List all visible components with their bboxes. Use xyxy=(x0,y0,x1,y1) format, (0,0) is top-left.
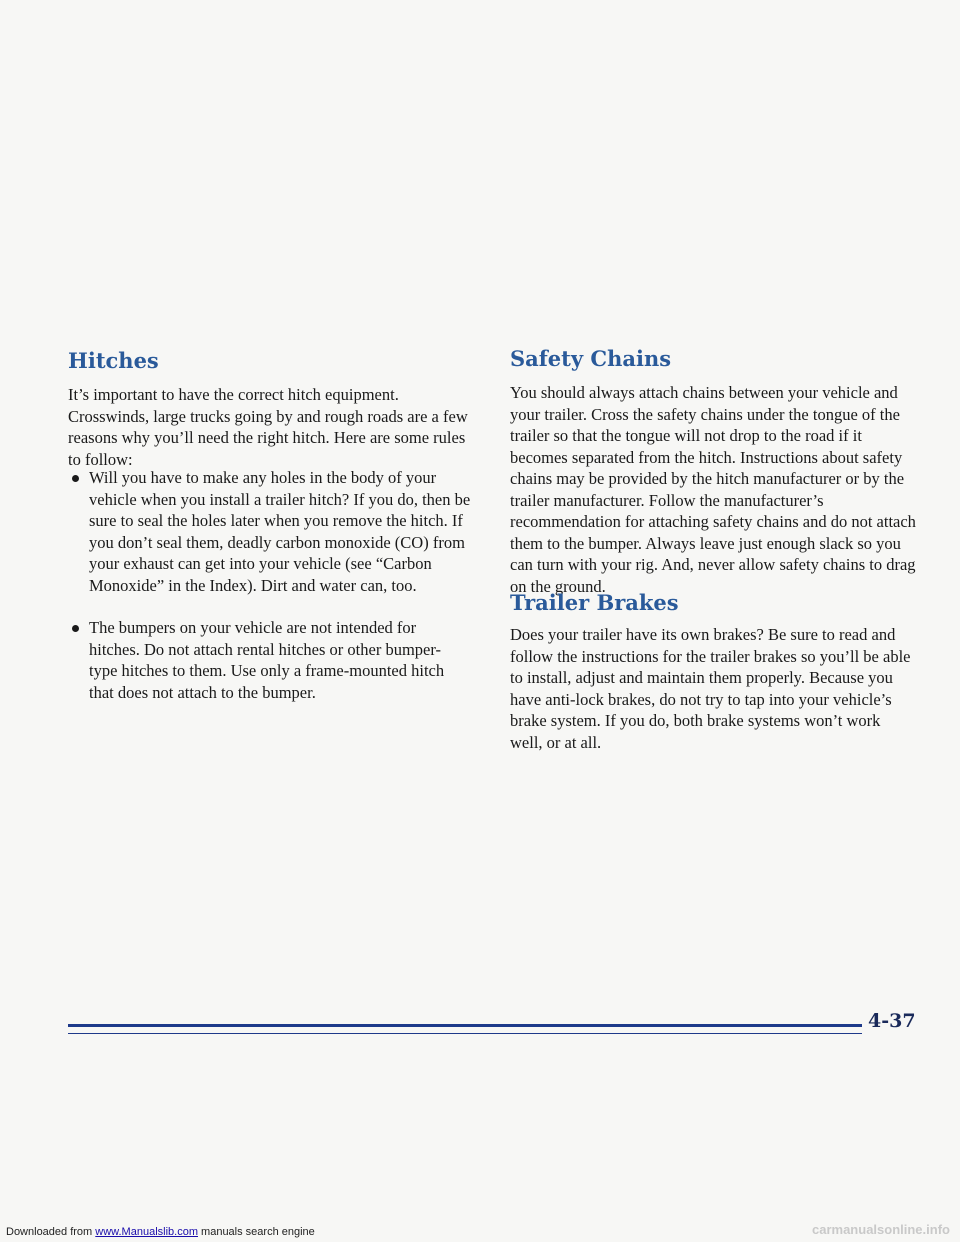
footer-rule-thin xyxy=(68,1033,862,1034)
manualslib-link[interactable]: www.Manualslib.com xyxy=(95,1226,198,1238)
bullet-icon xyxy=(72,475,79,482)
footer-rule-thick xyxy=(68,1024,862,1027)
bullet-icon xyxy=(72,625,79,632)
list-item: Will you have to make any holes in the body of your vehicle when you install a trailer hitch? If you do, then be sure to seal the holes later when you remove the hitch. If you don’t seal them, deadly carbon monoxide (CO) from your exhaust can get into your vehicle (see “Carbon Monoxide” in the Index). Dirt and water can, too. xyxy=(89,468,471,595)
safety-chains-heading: Safety Chains xyxy=(510,346,672,371)
page-number: 4-37 xyxy=(868,1010,916,1032)
safety-chains-text: You should always attach chains between your vehicle and your trailer. Cross the safety chains under the tongue of the trailer so that the tongue will not drop to the road if it becomes separated from the hitch. Instructions about safety chains may be provided by the hitch manufacturer or by the trailer manufacturer. Follow the manufacturer’s recommendation for attaching safety chains and do not attach them to the bumper. Always leave just enough slack so you can turn with your rig. And, never allow safety chains to drag on the ground. xyxy=(510,383,916,596)
hitches-heading: Hitches xyxy=(68,348,159,373)
list-item: The bumpers on your vehicle are not intended for hitches. Do not attach rental hitches or other bumper-type hitches to them. Use only a frame-mounted hitch that does not attach to the bumper. xyxy=(89,618,445,702)
hitches-intro: It’s important to have the correct hitch equipment. Crosswinds, large trucks going by and rough roads are a few reasons why you’ll need the right hitch. Here are some rules to follow: xyxy=(68,385,468,469)
watermark-text: carmanualsonline.info xyxy=(812,1222,950,1237)
download-footer xyxy=(6,1226,315,1238)
trailer-brakes-text: Does your trailer have its own brakes? Be sure to read and follow the instructions for the trailer brakes so you’ll be able to install, adjust and maintain them properly. Because you have anti-lock brakes, do not try to tap into your vehicle’s brake system. If you do, both brake systems won’t work well, or at all. xyxy=(510,625,911,752)
footer-prefix: Downloaded from xyxy=(6,1226,96,1238)
footer-suffix: manuals search engine xyxy=(197,1226,315,1238)
trailer-brakes-heading: Trailer Brakes xyxy=(510,590,679,615)
